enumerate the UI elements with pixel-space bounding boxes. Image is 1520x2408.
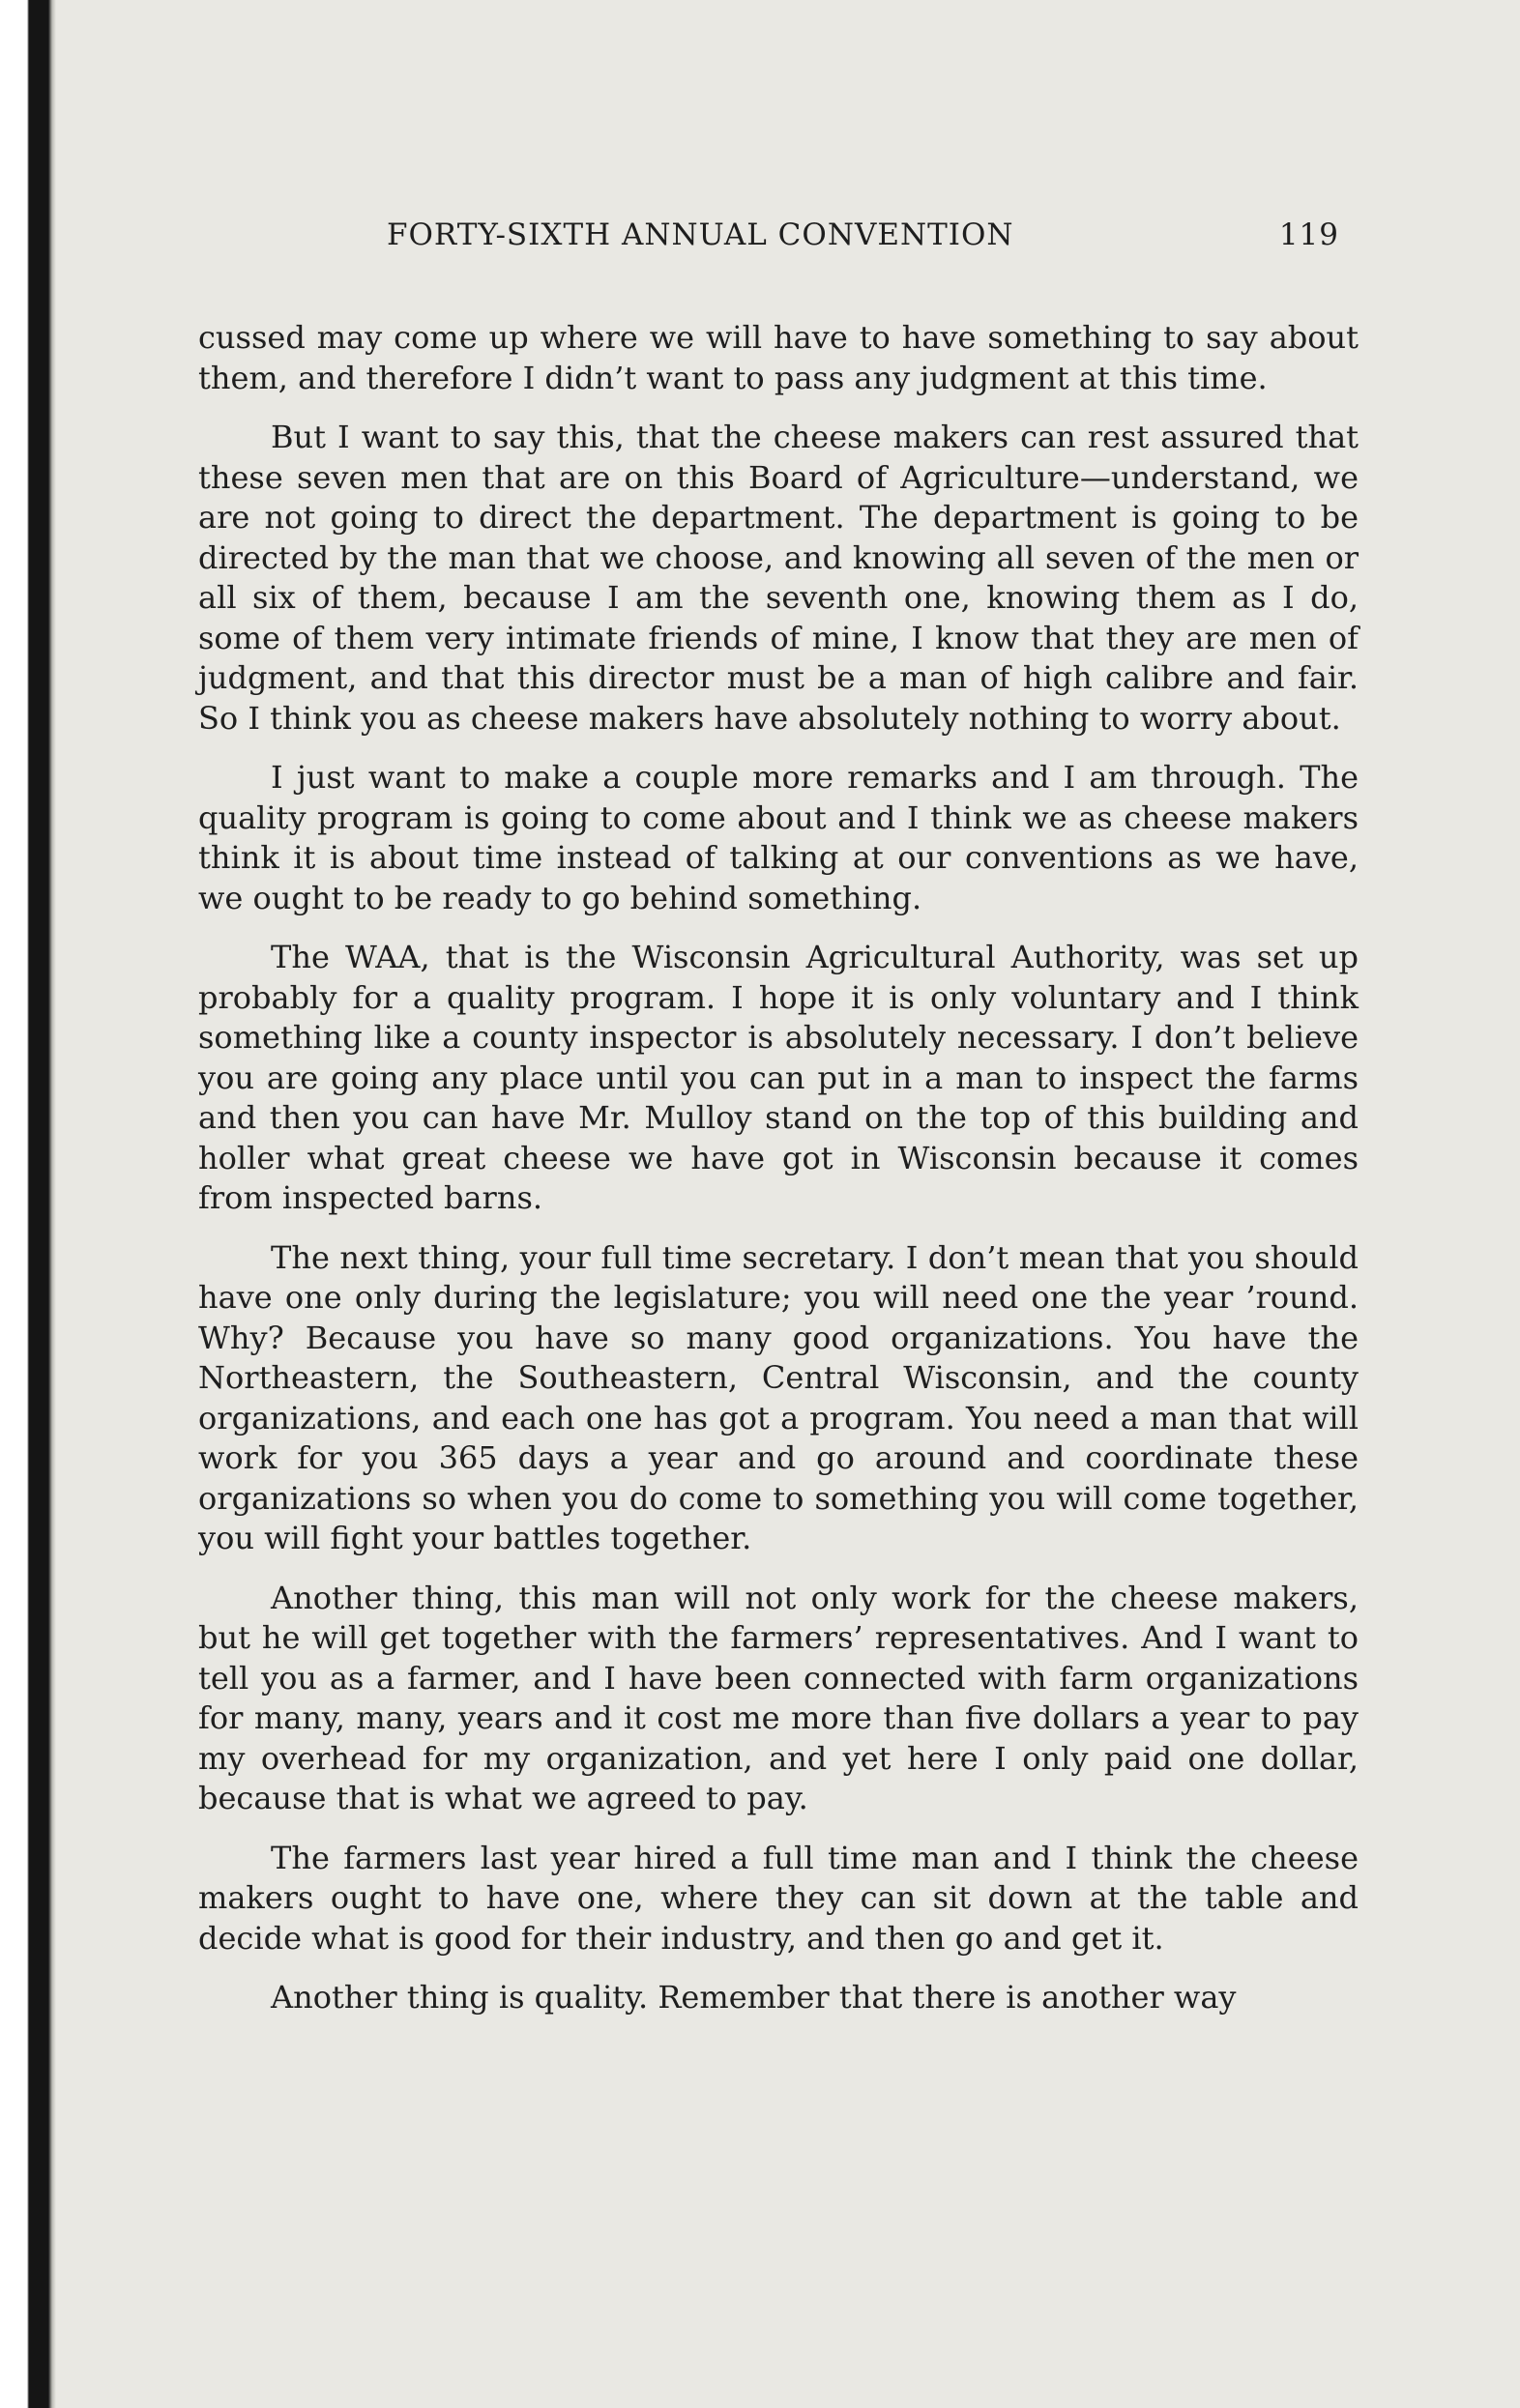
running-header — [198, 218, 1359, 252]
paragraph-6: Another thing, this man will not only work for the cheese makers, but he will get together with the farmers’ representatives. And I want to tell you as a farmer, and I have been connected with farm organizations for many, many, years and it cost me more than five dollars a year to pay my overhead for my organization, and yet here I only paid one dollar, because that is what we agreed to pay. — [198, 1579, 1359, 1816]
paragraph-1: cussed may come up where we will have to have something to say about them, and therefore I didn’t want to pass any judgment at this time. — [198, 319, 1359, 396]
document-page — [198, 218, 1359, 2364]
paragraph-7: The farmers last year hired a full time man and I think the cheese makers ought to have one, where they can sit down at the table and decide what is good for their industry, and then go and get it. — [198, 1839, 1359, 1957]
paragraph-8: Another thing is quality. Remember that there is another way — [271, 1979, 1237, 2016]
page-number: 119 — [1278, 218, 1339, 252]
header-title: FORTY-SIXTH ANNUAL CONVENTION — [387, 218, 1014, 252]
paragraph-3: I just want to make a couple more remarks and I am through. The quality program is going to come about and I think we as cheese makers think it is about time instead of talking at our conventions as we have, we ought to be ready to go behind something. — [198, 759, 1359, 916]
paragraph-2: But I want to say this, that the cheese makers can rest assured that these seven men that are on this Board of Agriculture—understand, we are not going to direct the department. The department is going to be directed by the man that we choose, and knowing all seven of the men or all six of them, because I am the seventh one, knowing them as I do, some of them very intimate friends of mine, I know that they are men of judgment, and that this director must be a man of high calibre and fair. So I think you as cheese makers have absolutely nothing to worry about. — [198, 419, 1359, 737]
paragraph-4: The WAA, that is the Wisconsin Agricultural Authority, was set up probably for a quality program. I hope it is only voluntary and I think something like a county inspector is absolutely necessary. I don’t believe you are going any place until you can put in a man to inspect the farms and then you can have Mr. Mulloy stand on the top of this building and holler what great cheese we have got in Wisconsin because it comes from inspected barns. — [198, 939, 1359, 1216]
body-text — [198, 318, 1359, 2018]
paragraph-5: The next thing, your full time secretary. I don’t mean that you should have one only during the legislature; you will need one the year ’round. Why? Because you have so many good organizations. You have the Northeastern, the Southeastern, Central Wisconsin, and the county organizations, and each one has got a program. You need a man that will work for you 365 days a year and go around and coordinate these organizations so when you do come to something you will come together, you will fight your battles together. — [198, 1238, 1359, 1556]
page-binding-edge — [0, 0, 56, 2408]
